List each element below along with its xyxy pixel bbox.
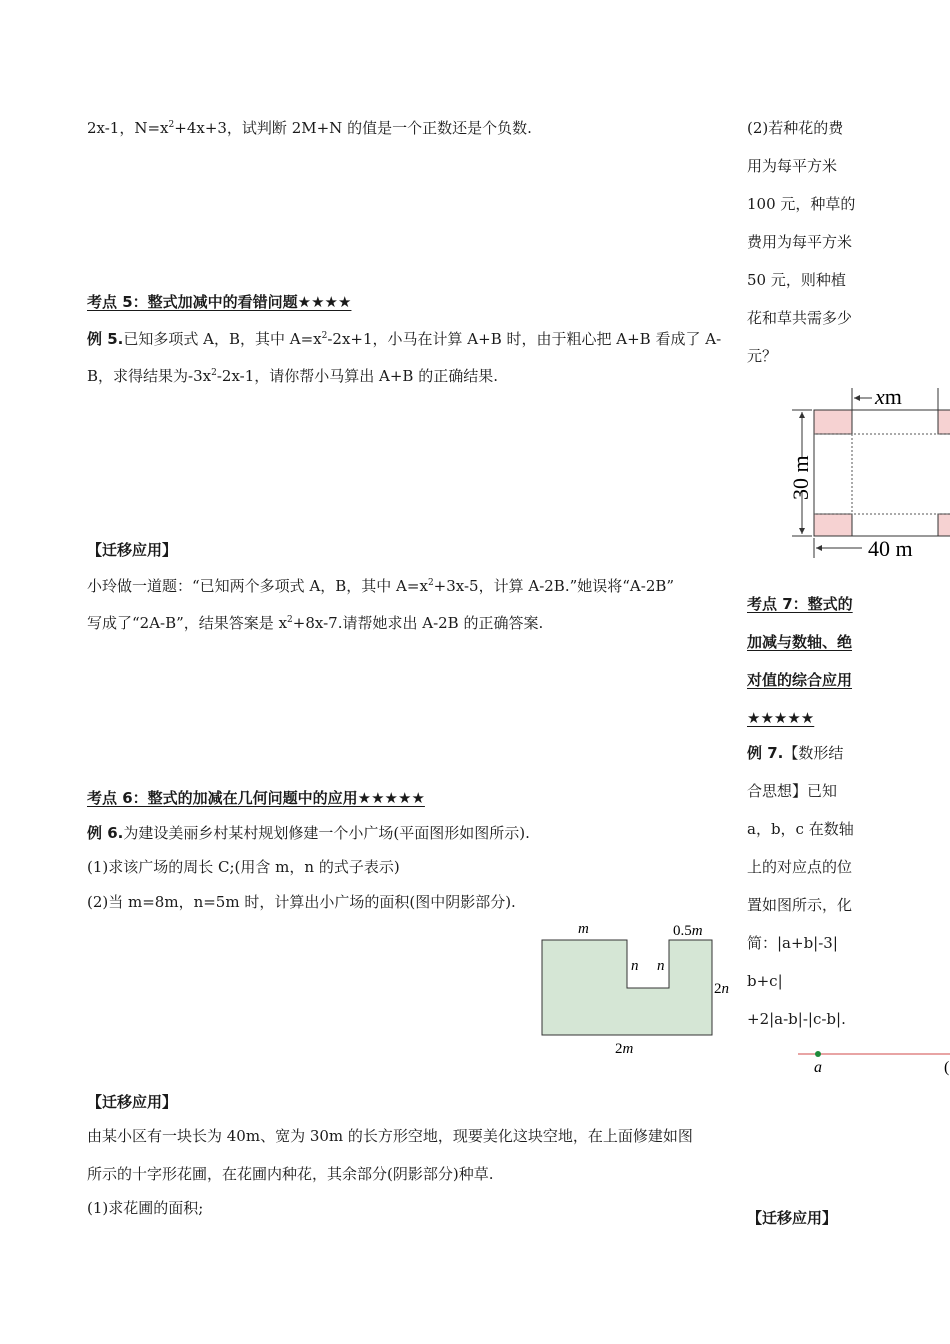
transfer-2-line-1: 由某小区有一块长为 40m、宽为 30m 的长方形空地，现要美化这块空地，在上面修建如图	[87, 1127, 693, 1145]
section-5-heading: 考点 5：整式加减中的看错问题★★★★	[87, 293, 352, 311]
line-2x-1: 2x-1，$N=x^2+4x+3$，试判断 2M+N 的值是一个正数还是个负数.	[87, 119, 532, 137]
garden-figure	[782, 380, 950, 560]
q2-line-7: 元？	[747, 347, 778, 365]
label-half-m: 0.5m	[673, 923, 703, 939]
section-7-heading-line-2: 加减与数轴、绝	[747, 633, 853, 651]
label-2n: 2n	[714, 981, 729, 997]
example-7-line-3: a，b，c 在数轴	[747, 820, 854, 838]
label-m-top: m	[578, 921, 589, 937]
transfer-heading-2: 【迁移应用】	[87, 1093, 178, 1111]
example-6-question-2: (2)当 m=8m，n=5m 时，计算出小广场的面积(图中阴影部分).	[87, 893, 516, 911]
q2-line-4: 费用为每平方米	[747, 233, 853, 251]
label-n-left: n	[631, 958, 639, 974]
example-6-question-1: (1)求该广场的周长 C;(用含 m，n 的式子表示)	[87, 858, 400, 876]
label-40-m: 40 m	[868, 536, 913, 561]
transfer-1-line-2: 写成了“2A-B”，结果答案是 $x^2+8x-7$.请帮她求出 A-2B 的正确答案.	[87, 614, 544, 632]
label-2m: 2m	[615, 1041, 634, 1057]
grass-bottom-right	[938, 514, 950, 536]
q2-line-3: 100 元，种草的	[747, 195, 856, 213]
grass-bottom-left	[814, 514, 852, 536]
q2-line-2: 用为每平方米	[747, 157, 838, 175]
example-7-line-2: 合思想】已知	[747, 782, 838, 800]
label-x-m: xm	[875, 384, 902, 409]
example-7-line-6: 简：|a+b|-3|	[747, 934, 838, 952]
example-7-line-1: 例 7.【数形结	[747, 744, 844, 762]
plaza-shape	[542, 940, 712, 1035]
plaza-figure	[530, 915, 745, 1060]
section-7-heading-line-4: ★★★★★	[747, 709, 815, 727]
q2-line-5: 50 元，则种植	[747, 271, 846, 289]
label-30-m: 30 m	[788, 455, 813, 500]
label-n-right: n	[657, 958, 665, 974]
example-7-line-5: 置如图所示，化	[747, 896, 853, 914]
section-7-heading-line-3: 对值的综合应用	[747, 671, 853, 689]
point-a	[815, 1051, 821, 1057]
section-6-heading: 考点 6：整式的加减在几何问题中的应用★★★★★	[87, 789, 425, 807]
number-line	[790, 1042, 950, 1078]
example-7-line-7: b+c|	[747, 972, 783, 990]
q2-line-1: (2)若种花的费	[747, 119, 844, 137]
grass-top-left	[814, 410, 852, 434]
section-7-heading-line-1: 考点 7：整式的	[747, 595, 853, 613]
example-6-line-1: 例 6.为建设美丽乡村某村规划修建一个小广场(平面图形如图所示).	[87, 824, 530, 842]
example-5-line-2: B，求得结果为$-3x^2-2x-1$，请你帮小马算出 A+B 的正确结果.	[87, 367, 498, 385]
transfer-heading-1: 【迁移应用】	[87, 541, 178, 559]
example-5-line-1: 例 5.已知多项式 A，B，其中 $A=x^2-2x+1$，小马在计算 A+B 时，由于粗心把 A+B 看成了 A-	[87, 330, 722, 348]
q2-line-6: 花和草共需多少	[747, 309, 853, 327]
transfer-2-line-2: 所示的十字形花圃，在花圃内种花，其余部分(阴影部分)种草.	[87, 1165, 494, 1183]
transfer-1-line-1: 小玲做一道题：“已知两个多项式 A，B，其中 $A=x^2+3x-5$，计算 A-2B.”她误将“A-2B”	[87, 577, 675, 595]
transfer-2-question-1: (1)求花圃的面积;	[87, 1199, 204, 1217]
label-clipped: (	[944, 1059, 950, 1076]
transfer-heading-3: 【迁移应用】	[747, 1209, 838, 1227]
example-7-line-4: 上的对应点的位	[747, 858, 853, 876]
example-7-line-8: +2|a-b|-|c-b|.	[747, 1010, 846, 1028]
grass-top-right	[938, 410, 950, 434]
label-a: a	[814, 1059, 822, 1076]
